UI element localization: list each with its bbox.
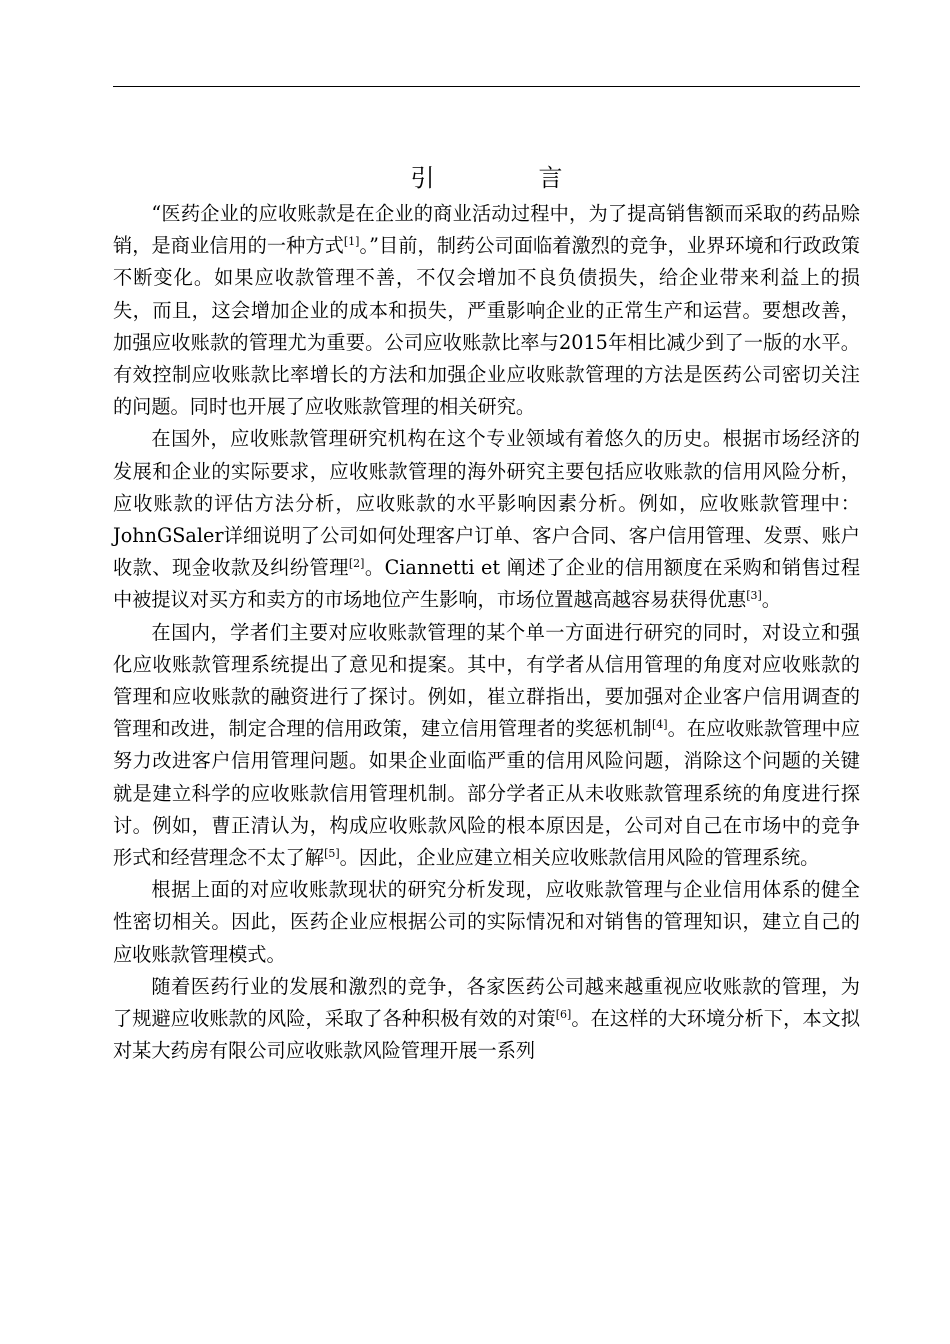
paragraph-text: 。在这样的大环境分析下，本文拟对某大药房有限公司应收账款风险管理开展一系列 [113,1007,861,1063]
paragraph [113,423,860,616]
paragraph-text: 。Ciannetti et 阐述了企业的信用额度在采购和销售过程中被提议对买方和卖方的市场地位产生影响，市场位置越高越容易获得优惠 [113,556,861,612]
paragraph [113,874,860,971]
paragraph-text: 。在应收账款管理中应努力改进客户信用管理问题。如果企业面临严重的信用风险问题，消除这个问题的关键就是建立科学的应收账款信用管理机制。部分学者正从未收账款管理系统的角度进行探讨。例如，曹正清认为，构成应收账款风险的根本原因是，公司对自己在市场中的竞争形式和经营理念不太了解 [113,717,861,870]
paragraph-text: 随着医药行业的发展和激烈的竞争，各家医药公司越来越重视应收账款的管理，为了规避应收账款的风险，采取了各种积极有效的对策 [113,974,860,1031]
citation-superscript: [4] [651,718,668,732]
paragraph-text: 在国内，学者们主要对应收账款管理的某个单一方面进行研究的同时，对设立和强化应收账款管理系统提出了意见和提案。其中，有学者从信用管理的角度对应收账款的管理和应收账款的融资进行了探讨。例如，崔立群指出，要加强对企业客户信用调查的管理和改进，制定合理的信用政策，建立信用管理者的奖惩机制 [113,620,860,741]
section-title: 引 言 [410,164,603,192]
citation-superscript: [6] [555,1008,572,1022]
paragraph-text: 。因此，企业应建立相关应收账款信用风险的管理系统。 [339,846,820,870]
paragraph-text: 在国外，应收账款管理研究机构在这个专业领域有着悠久的历史。根据市场经济的发展和企业的实际要求，应收账款管理的海外研究主要包括应收账款的信用风险分析，应收账款的评估方法分析，应收账款的水平影响因素分析。例如，应收账款管理中：JohnGSaler详细说明了公司如何处理客户订单、客户合同、客户信用管理、发票、账户收款、现金收款及纠纷管理 [113,427,860,580]
citation-superscript: [2] [348,557,365,571]
paragraph [113,198,860,423]
paragraph-text: “医药企业的应收账款是在企业的商业活动过程中，为了提高销售额而采取的药品赊销，是商业信用的一种方式 [113,202,860,258]
header-rule [113,86,860,87]
paragraph-text: 。 [761,588,781,612]
citation-superscript: [5] [324,847,340,861]
citation-superscript: [1] [343,235,360,249]
paragraph [113,617,860,875]
paragraph-text: 。”目前，制药公司面临着激烈的竞争，业界环境和行政政策不断变化。如果应收款管理不善，不仅会增加不良负债损失，给企业带来利益上的损失，而且，这会增加企业的成本和损失，严重影响企业的正常生产和运营。要想改善，加强应收账款的管理尤为重要。公司应收账款比率与2015年相比减少到了一版的水平。有效控制应收账款比率增长的方法和加强企业应收账款管理的方法是医药公司密切关注的问题。同时也开展了应收账款管理的相关研究。 [113,234,860,419]
body-text [113,198,860,1067]
paragraph-text: 根据上面的对应收账款现状的研究分析发现，应收账款管理与企业信用体系的健全性密切相关。因此，医药企业应根据公司的实际情况和对销售的管理知识，建立自己的应收账款管理模式。 [113,878,860,966]
paragraph [113,971,860,1068]
citation-superscript: [3] [746,589,762,603]
